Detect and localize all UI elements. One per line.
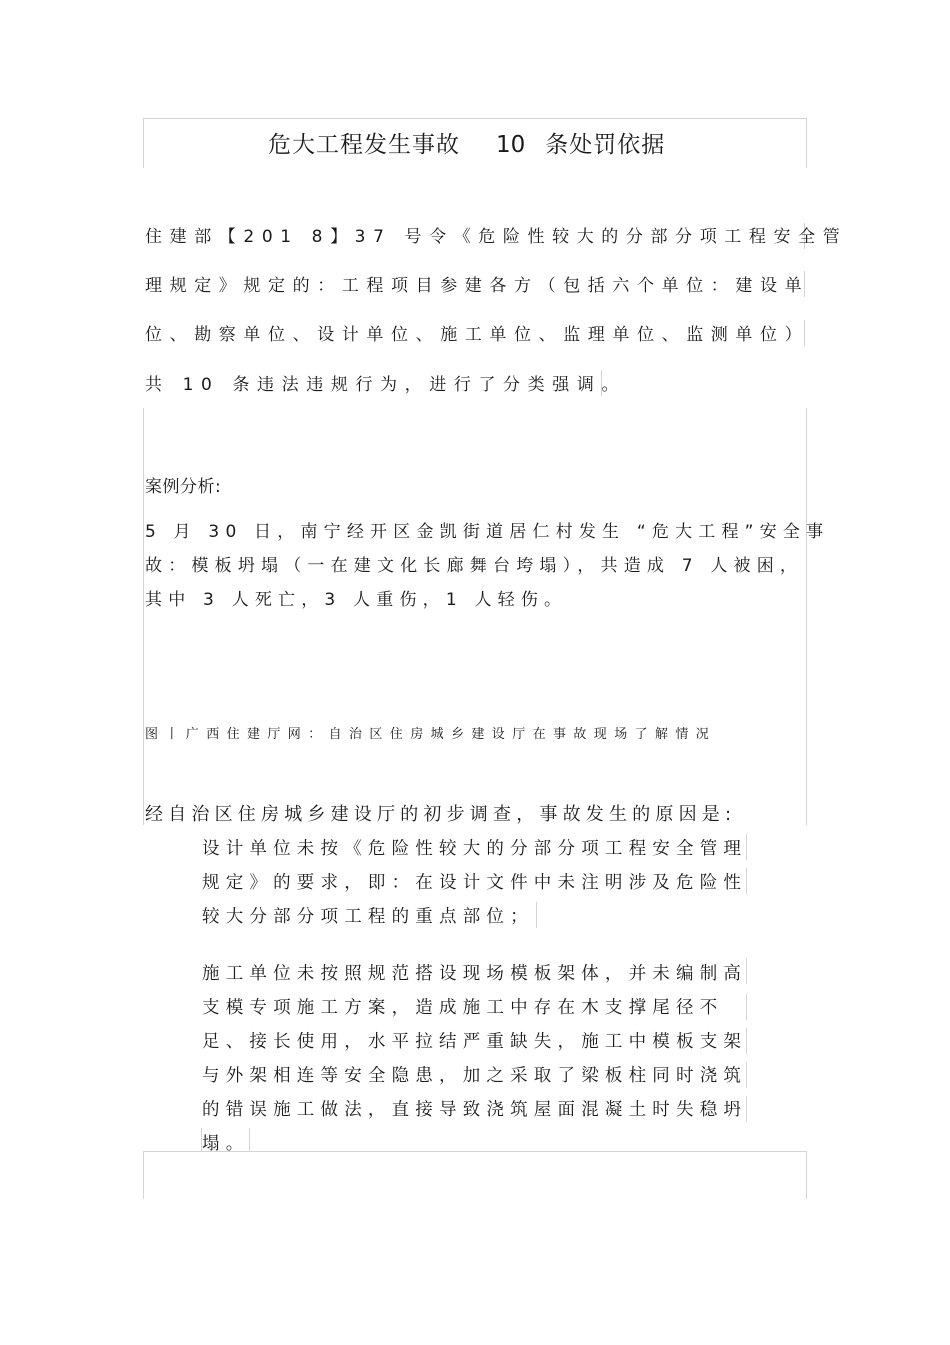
title-text: 危大工程发生事故	[268, 132, 460, 158]
bottom-frame-right-rule	[806, 1151, 807, 1199]
case-right-rule	[806, 408, 807, 825]
image-caption: 图丨广西住建厅网：自治区住房城乡建设厅在事故现场了解情况	[145, 727, 717, 742]
cause-item-line: 支模专项施工方案，造成施工中存在木支撑尾径不	[202, 998, 724, 1018]
title-suffix: 条处罚依据	[545, 132, 666, 158]
intro-line: 理规定》规定的：工程项目参建各方（包括六个单位：建设单	[145, 276, 810, 296]
case-line: 5 月 30 日，南宁经开区金凯街道居仁村发生 “危大工程”安全事	[145, 522, 830, 542]
cause-item-line: 较大分部分项工程的重点部位；	[202, 907, 534, 927]
cause-item-line: 塌。	[202, 1134, 250, 1154]
cause-item-line: 足、接长使用，水平拉结严重缺失，施工中模板支架	[202, 1032, 748, 1052]
case-line: 故：模板坍塌（一在建文化长廊舞台垮塌），共造成 7 人被困，	[145, 556, 804, 576]
item-rule-2b	[746, 994, 747, 1020]
title-right-rule	[806, 118, 807, 168]
bottom-frame-left-rule	[143, 1151, 144, 1199]
title-top-rule	[143, 118, 807, 119]
cause-lead: 经自治区住房城乡建设厅的初步调查，事故发生的原因是:	[145, 804, 737, 825]
page-title	[268, 126, 665, 159]
cause-item-line: 施工单位未按照规范搭设现场模板架体，并未编制高	[202, 964, 748, 984]
cause-item-line: 规定》的要求，即：在设计文件中未注明涉及危险性	[202, 873, 748, 893]
title-left-rule	[143, 118, 144, 168]
intro-line: 共 10 条违法违规行为，进行了分类强调。	[145, 375, 627, 395]
intro-line: 位、勘察单位、设计单位、施工单位、监理单位、监测单位）	[145, 325, 810, 345]
intro-line: 住建部【201 8】37 号令《危险性较大的分部分项工程安全管	[145, 227, 848, 247]
case-heading: 案例分析:	[145, 477, 222, 497]
title-number: 10	[496, 132, 526, 158]
case-left-rule	[143, 408, 144, 825]
cause-item-line: 的错误施工做法，直接导致浇筑屋面混凝土时失稳坍	[202, 1100, 748, 1120]
case-line: 其中 3 人死亡，3 人重伤，1 人轻伤。	[145, 590, 568, 610]
cause-item-line: 设计单位未按《危险性较大的分部分项工程安全管理	[202, 839, 748, 859]
item-rule-1c	[536, 902, 537, 928]
cause-item-line: 与外架相连等安全隐患，加之采取了梁板柱同时浇筑	[202, 1066, 748, 1086]
